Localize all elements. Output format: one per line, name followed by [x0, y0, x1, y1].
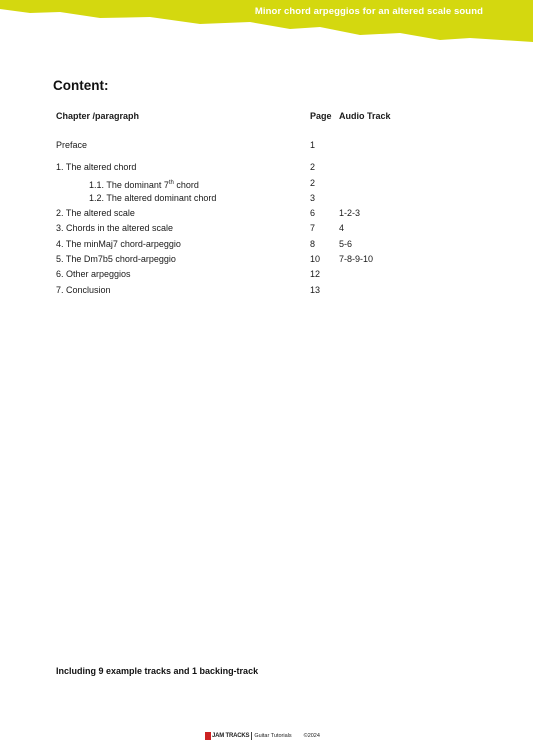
toc-page: 2 [310, 177, 316, 188]
toc-row [56, 193, 476, 208]
content-heading: Content: [53, 78, 109, 93]
toc-row-preface [56, 140, 476, 155]
toc-title: 1.2. The altered dominant chord [89, 192, 217, 203]
logo-subtext: Guitar Tutorials [254, 733, 292, 739]
toc-row [56, 208, 476, 223]
toc-page: 1 [310, 140, 316, 150]
copyright: ©2024 [303, 733, 320, 739]
jam-tracks-logo [205, 732, 292, 740]
logo-divider [251, 732, 252, 740]
toc-row [56, 178, 476, 193]
toc-track: 1-2-3 [339, 208, 361, 219]
toc-row [56, 162, 476, 177]
table-of-contents [56, 111, 476, 300]
toc-title: 7. Conclusion [56, 284, 111, 295]
page-footer [205, 729, 320, 743]
toc-title: 6. Other arpeggios [56, 269, 131, 280]
toc-track: 7-8-9-10 [339, 254, 374, 265]
toc-page: 7 [310, 223, 316, 234]
toc-title-with-superscript: 1.1. The dominant 7th chord [89, 179, 199, 190]
column-header-chapter: Chapter /paragraph [56, 111, 140, 121]
toc-row [56, 223, 476, 238]
toc-title: 5. The Dm7b5 chord-arpeggio [56, 254, 176, 265]
toc-title: 3. Chords in the altered scale [56, 223, 174, 234]
toc-page: 6 [310, 208, 316, 219]
footnote: Including 9 example tracks and 1 backing-track [56, 666, 259, 676]
toc-title: Preface [56, 140, 88, 150]
toc-row [56, 285, 476, 300]
toc-page: 12 [310, 269, 321, 280]
logo-text: JAM TRACKS [212, 733, 250, 739]
toc-page: 10 [310, 254, 321, 265]
banner-title: Minor chord arpeggios for an altered scale sound [254, 6, 483, 17]
toc-header-row [56, 111, 476, 125]
toc-title: 4. The minMaj7 chord-arpeggio [56, 238, 181, 249]
toc-title: 2. The altered scale [56, 208, 135, 219]
toc-track: 4 [339, 223, 345, 234]
toc-page: 2 [310, 162, 316, 173]
column-header-page: Page [310, 111, 332, 121]
toc-row [56, 269, 476, 284]
toc-title: 1. The altered chord [56, 162, 137, 173]
toc-row [56, 239, 476, 254]
toc-track: 5-6 [339, 238, 353, 249]
toc-page: 13 [310, 284, 321, 295]
logo-mark-icon [205, 732, 211, 740]
toc-page: 3 [310, 192, 316, 203]
toc-row [56, 254, 476, 269]
column-header-audio-track: Audio Track [339, 111, 391, 121]
toc-page: 8 [310, 238, 316, 249]
